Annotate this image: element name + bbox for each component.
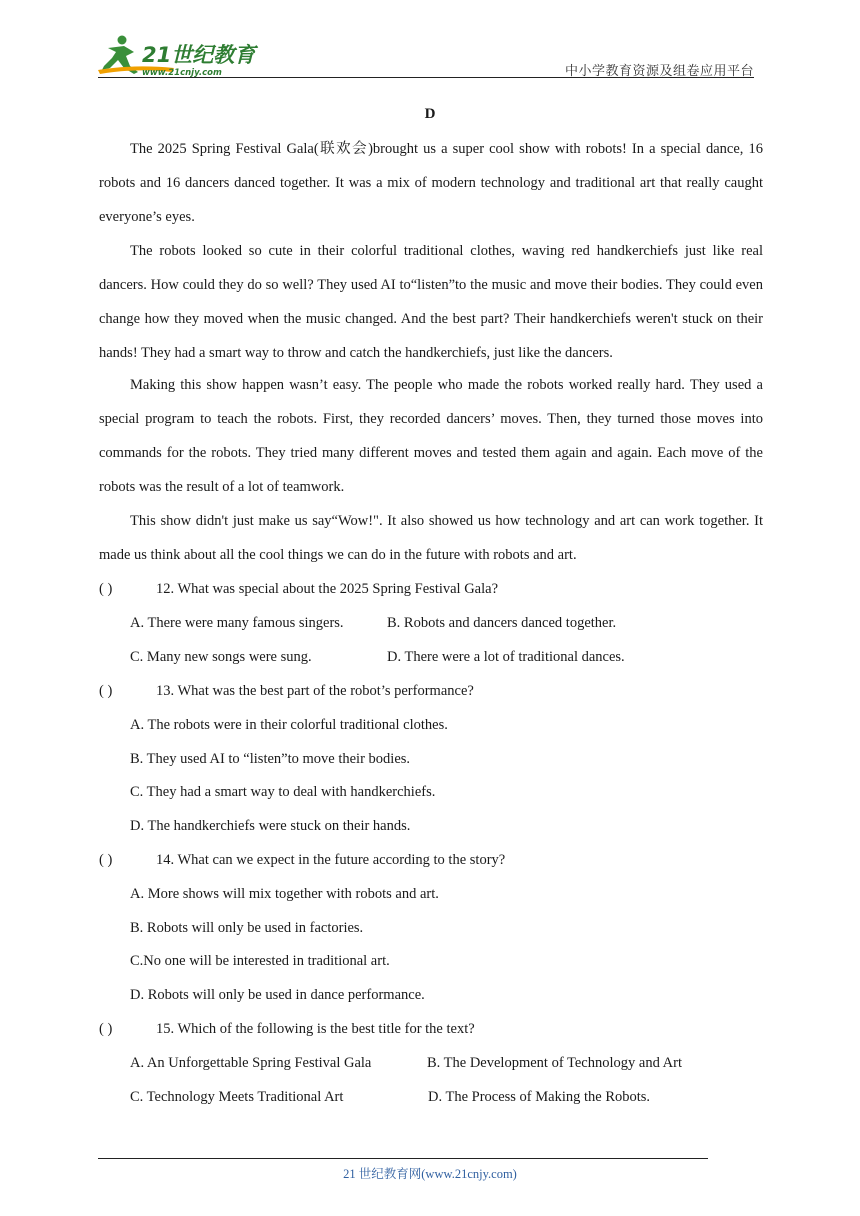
page-header [0, 0, 860, 80]
option-15-c: C. Technology Meets Traditional Art [130, 1089, 344, 1105]
option-12-c: C. Many new songs were sung. [130, 649, 312, 665]
option-13-d: D. The handkerchiefs were stuck on their hands. [130, 818, 411, 834]
question-text: 15. Which of the following is the best title for the text? [156, 1021, 475, 1037]
option-12-b: B. Robots and dancers danced together. [387, 615, 617, 631]
header-divider [98, 77, 754, 78]
question-12 [99, 579, 498, 599]
passage-paragraph-1: The 2025 Spring Festival Gala(联欢会)brought us a super cool show with robots! In a special dance, 16 robots and 16 dancers danced together. It was a mix of modern technology and traditional art that really caught everyone’s eyes. [99, 141, 763, 225]
passage-paragraph-3: Making this show happen wasn’t easy. The people who made the robots worked really hard. They used a special program to teach the robots. First, they recorded dancers’ moves. Then, they turned those moves into commands for the robots. They tried many different moves and tested them again and again. Each move of the robots was the result of a lot of teamwork. [99, 377, 763, 495]
footer-link[interactable]: 21 世纪教育网(www.21cnjy.com) [343, 1167, 517, 1181]
option-13-b: B. They used AI to “listen”to move their bodies. [130, 751, 411, 767]
option-14-c: C.No one will be interested in traditional art. [130, 953, 390, 969]
option-14-d: D. Robots will only be used in dance performance. [130, 987, 425, 1003]
option-15-b: B. The Development of Technology and Art [427, 1055, 682, 1071]
option-12-d: D. There were a lot of traditional dances. [387, 649, 625, 665]
question-text: 13. What was the best part of the robot’s performance? [156, 683, 474, 699]
question-text: 14. What can we expect in the future according to the story? [156, 852, 506, 868]
option-15-d: D. The Process of Making the Robots. [428, 1089, 651, 1105]
logo-url: www.21cnjy.com [142, 68, 222, 78]
option-12-a: A. There were many famous singers. [130, 615, 344, 631]
question-14 [99, 850, 505, 870]
passage-paragraph-4: This show didn't just make us say“Wow!". It also showed us how technology and art can work together. It made us think about all the cool things we can do in the future with robots and art. [99, 513, 763, 563]
answer-blank[interactable]: ( ) [99, 581, 113, 597]
option-14-a: A. More shows will mix together with robots and art. [130, 886, 439, 902]
option-13-c: C. They had a smart way to deal with handkerchiefs. [130, 784, 436, 800]
section-title: D [424, 106, 436, 122]
platform-name: 中小学教育资源及组卷应用平台 [564, 64, 754, 79]
option-13-a: A. The robots were in their colorful traditional clothes. [130, 717, 448, 733]
option-15-a: A. An Unforgettable Spring Festival Gala [130, 1055, 372, 1071]
site-logo [94, 34, 264, 78]
passage-paragraph-2: The robots looked so cute in their colorful traditional clothes, waving red handkerchiefs just like real dancers. How could they do so well? They used AI to“listen”to the music and move their bodies. They could even change how they moved when the music changed. And the best part? Their handkerchiefs weren't stuck on their hands! They had a smart way to throw and catch the handkerchiefs, just like the dancers. [99, 243, 763, 361]
answer-blank[interactable]: ( ) [99, 1021, 113, 1037]
question-15 [99, 1019, 475, 1039]
question-13 [99, 681, 474, 701]
question-text: 12. What was special about the 2025 Spring Festival Gala? [156, 581, 499, 597]
option-14-b: B. Robots will only be used in factories. [130, 920, 364, 936]
answer-blank[interactable]: ( ) [99, 683, 113, 699]
footer-divider [98, 1158, 708, 1159]
answer-blank[interactable]: ( ) [99, 852, 113, 868]
logo-text: 21世纪教育 [142, 43, 256, 67]
